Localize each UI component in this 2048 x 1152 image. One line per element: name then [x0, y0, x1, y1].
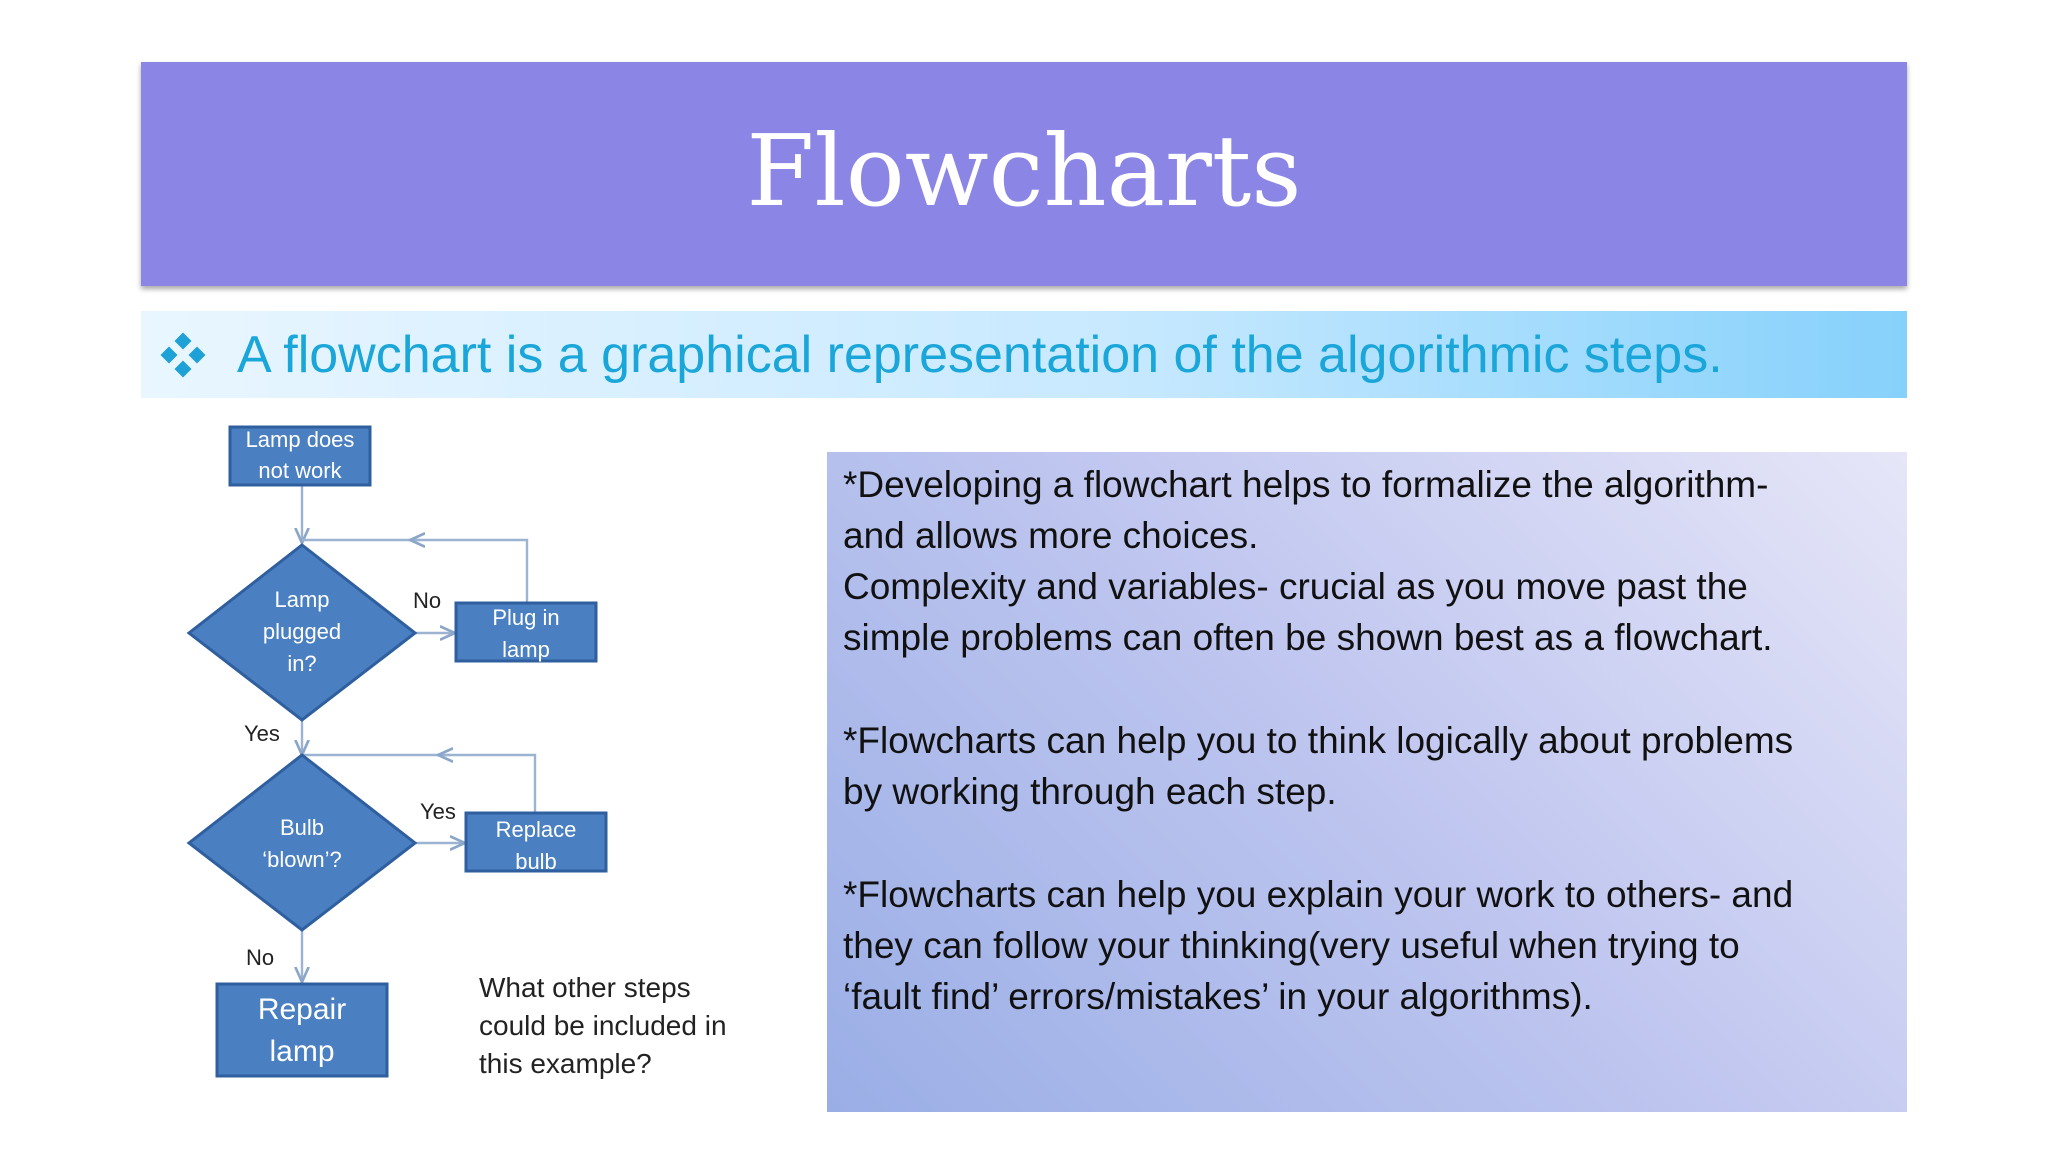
- diamond-bullet-icon: [161, 333, 205, 377]
- info-line: by working through each step.: [843, 771, 1337, 812]
- decision2-text-line2: ‘blown’?: [262, 847, 342, 872]
- flowchart-diagram: [170, 415, 770, 1095]
- decision1-text-line3: in?: [287, 651, 317, 676]
- replace-text-line1: Replace: [495, 817, 577, 842]
- label-no-plugged: No: [413, 588, 442, 613]
- info-line: *Flowcharts can help you explain your work to others- and: [843, 874, 1794, 915]
- start-text-line1: Lamp does: [245, 427, 355, 452]
- decision2-text-line1: Bulb: [279, 815, 325, 840]
- repair-text-line2: lamp: [269, 1035, 335, 1068]
- title-bar: [141, 62, 1907, 286]
- slide-title: Flowcharts: [746, 115, 1302, 229]
- repair-text-line1: Repair: [257, 993, 347, 1026]
- info-panel: [827, 452, 1907, 1112]
- info-paragraph-3: [843, 869, 1903, 1022]
- start-text-line2: not work: [258, 458, 342, 483]
- info-line: simple problems can often be shown best as a flowchart.: [843, 617, 1773, 658]
- question-line3: this example?: [479, 1048, 652, 1079]
- info-line: they can follow your thinking(very useful when trying to: [843, 925, 1740, 966]
- info-paragraph-2: [843, 715, 1903, 817]
- info-line: *Developing a flowchart helps to formalize the algorithm-: [843, 464, 1769, 505]
- info-line: Complexity and variables- crucial as you move past the: [843, 566, 1748, 607]
- decision2-diamond: [189, 755, 415, 930]
- label-yes-blown: Yes: [420, 799, 456, 824]
- label-no-blown: No: [246, 945, 275, 970]
- info-line: and allows more choices.: [843, 515, 1259, 556]
- subtitle-bar: [141, 311, 1907, 398]
- question-line2: could be included in: [479, 1010, 727, 1041]
- plug-in-text-line1: Plug in: [492, 605, 560, 630]
- subtitle-text: A flowchart is a graphical representation of the algorithmic steps.: [237, 325, 1723, 384]
- plug-in-text-line2: lamp: [502, 637, 550, 662]
- info-line: ‘fault find’ errors/mistakes’ in your algorithms).: [843, 976, 1593, 1017]
- decision1-text-line2: plugged: [262, 619, 342, 644]
- question-line1: What other steps: [479, 972, 691, 1003]
- decision1-text-line1: Lamp: [274, 587, 330, 612]
- label-yes-plugged: Yes: [244, 721, 280, 746]
- replace-text-line2: bulb: [515, 849, 557, 874]
- info-paragraph-1: [843, 459, 1903, 663]
- info-line: *Flowcharts can help you to think logically about problems: [843, 720, 1794, 761]
